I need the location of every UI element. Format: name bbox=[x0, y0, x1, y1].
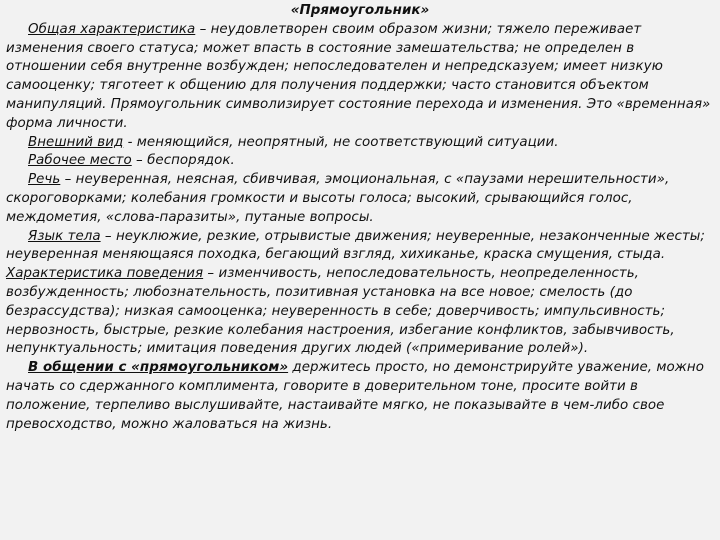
paragraph-workplace bbox=[6, 152, 714, 171]
text-speech: – неуверенная, неясная, сбивчивая, эмоциональная, с «паузами нерешительности», скороговорками; колебания громкости и высоты голоса; высокий, срывающийся голос, междометия, «слова-паразиты», путаные вопросы. bbox=[6, 172, 670, 225]
paragraph-speech bbox=[6, 171, 714, 227]
paragraph-body-language bbox=[6, 228, 714, 266]
document-title: «Прямоугольник» bbox=[290, 3, 430, 18]
text-communication: держитесь просто, но демонстрируйте уважение, можно начать со сдержанного комплимента, говорите в доверительном тоне, просите войти в положение, терпеливо выслушивайте, настаивайте мягко, не показывайте в чем-либо свое превосходство, можно жаловаться на жизнь. bbox=[6, 360, 704, 432]
text-body-language: – неуклюжие, резкие, отрывистые движения; неуверенные, незаконченные жесты; неуверенная меняющаяся походка, бегающий взгляд, хихиканье, краска смущения, стыда. bbox=[6, 228, 705, 263]
text-workplace: – беспорядок. bbox=[131, 153, 235, 169]
heading-speech: Речь bbox=[28, 172, 61, 188]
document-body bbox=[6, 2, 714, 434]
heading-body-language: Язык тела bbox=[28, 228, 101, 244]
text-general-characteristics: – неудовлетворен своим образом жизни; тяжело переживает изменения своего статуса; может впасть в состояние замешательства; не определен в отношении себя внутренне возбужден; непоследователен и непредсказуем; имеет низкую самооценку; тяготеет к общению для получения поддержки; часто становится объектом манипуляций. Прямоугольник символизирует состояние перехода и изменения. Это «временная» форма личности. bbox=[6, 21, 711, 131]
paragraph-behavior bbox=[6, 265, 714, 359]
heading-appearance: Внешний вид bbox=[28, 134, 124, 150]
heading-workplace: Рабочее место bbox=[28, 153, 132, 169]
text-appearance: - меняющийся, неопрятный, не соответствующий ситуации. bbox=[123, 134, 559, 150]
paragraph-appearance bbox=[6, 134, 714, 153]
heading-general-characteristics: Общая характеристика bbox=[28, 21, 196, 37]
heading-communication: В общении с «прямоугольником» bbox=[28, 360, 289, 376]
text-behavior: – изменчивость, непоследовательность, неопределенность, возбужденность; любознательность, позитивная установка на все новое; смелость (до безрассудства); низкая самооценка; неуверенность в себе; доверчивость; импульсивность; нервозность, быстрые, резкие колебания настроения, избегание конфликтов, забывчивость, непунктуальность; имитация поведения других людей («примеривание ролей»). bbox=[6, 266, 675, 357]
heading-behavior: Характеристика поведения bbox=[6, 266, 204, 282]
paragraph-general-characteristics bbox=[6, 21, 714, 134]
paragraph-communication bbox=[6, 359, 714, 434]
